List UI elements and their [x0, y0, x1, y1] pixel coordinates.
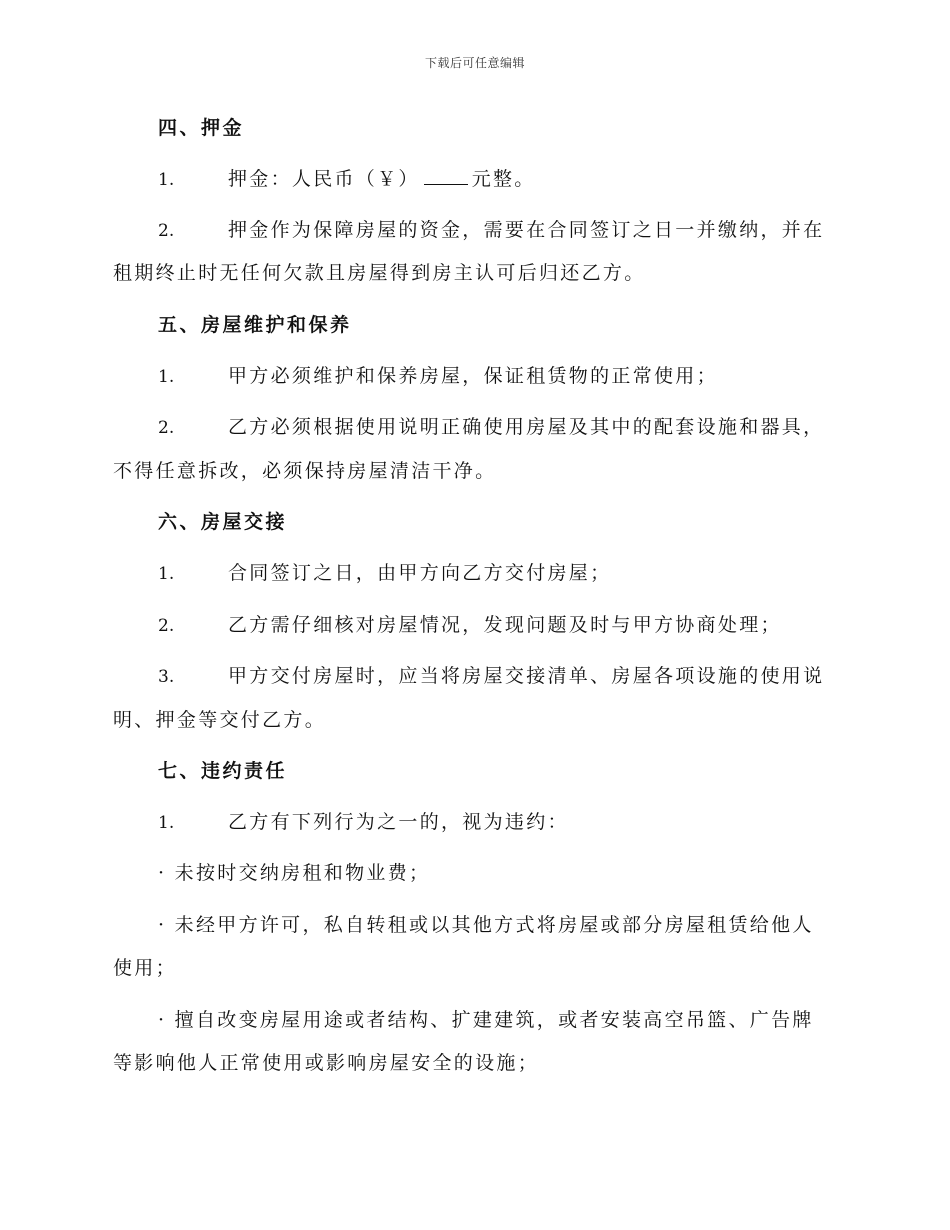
bullet-item: · 未按时交纳房租和物业费；: [158, 862, 431, 884]
item-number: 3.: [158, 667, 175, 687]
deposit-amount-blank: [424, 167, 468, 185]
paragraph-line: 租期终止时无任何欠款且房屋得到房主认可后归还乙方。: [113, 262, 646, 284]
item-number: 2.: [158, 221, 175, 241]
item-number: 2.: [158, 616, 175, 636]
item-number: 2.: [158, 418, 175, 438]
section-heading-breach: 七、违约责任: [158, 760, 288, 782]
paragraph-line: 甲方交付房屋时，应当将房屋交接清单、房屋各项设施的使用说: [228, 665, 825, 687]
bullet-item: · 未经甲方许可，私自转租或以其他方式将房屋或部分房屋租赁给他人: [158, 914, 814, 936]
section-heading-deposit: 四、押金: [158, 117, 245, 139]
paragraph-line: 使用；: [113, 957, 177, 979]
deposit-amount-suffix: 元整。: [471, 168, 536, 190]
paragraph-line: 不得任意拆改，必须保持房屋清洁干净。: [113, 460, 497, 482]
deposit-amount-prefix: 押金：人民币（￥）: [228, 168, 420, 190]
paragraph-line: 乙方必须根据使用说明正确使用房屋及其中的配套设施和器具，: [228, 416, 825, 438]
deposit-amount-line: [228, 167, 536, 191]
item-number: 1.: [158, 170, 175, 190]
section-heading-maintenance: 五、房屋维护和保养: [158, 314, 352, 336]
paragraph-line: 甲方必须维护和保养房屋，保证租赁物的正常使用；: [228, 365, 718, 387]
paragraph-line: 乙方有下列行为之一的，视为违约：: [228, 811, 569, 833]
paragraph-line: 明、押金等交付乙方。: [113, 709, 327, 731]
bullet-item: · 擅自改变房屋用途或者结构、扩建建筑，或者安装高空吊篮、广告牌: [158, 1009, 814, 1031]
paragraph-line: 等影响他人正常使用或影响房屋安全的设施；: [113, 1052, 540, 1074]
item-number: 1.: [158, 367, 175, 387]
page-header-note: 下载后可任意编辑: [424, 56, 525, 70]
paragraph-line: 乙方需仔细核对房屋情况，发现问题及时与甲方协商处理；: [228, 614, 782, 636]
item-number: 1.: [158, 564, 175, 584]
item-number: 1.: [158, 813, 175, 833]
paragraph-line: 合同签订之日，由甲方向乙方交付房屋；: [228, 562, 612, 584]
section-heading-handover: 六、房屋交接: [158, 511, 288, 533]
paragraph-line: 押金作为保障房屋的资金，需要在合同签订之日一并缴纳，并在: [228, 219, 825, 241]
